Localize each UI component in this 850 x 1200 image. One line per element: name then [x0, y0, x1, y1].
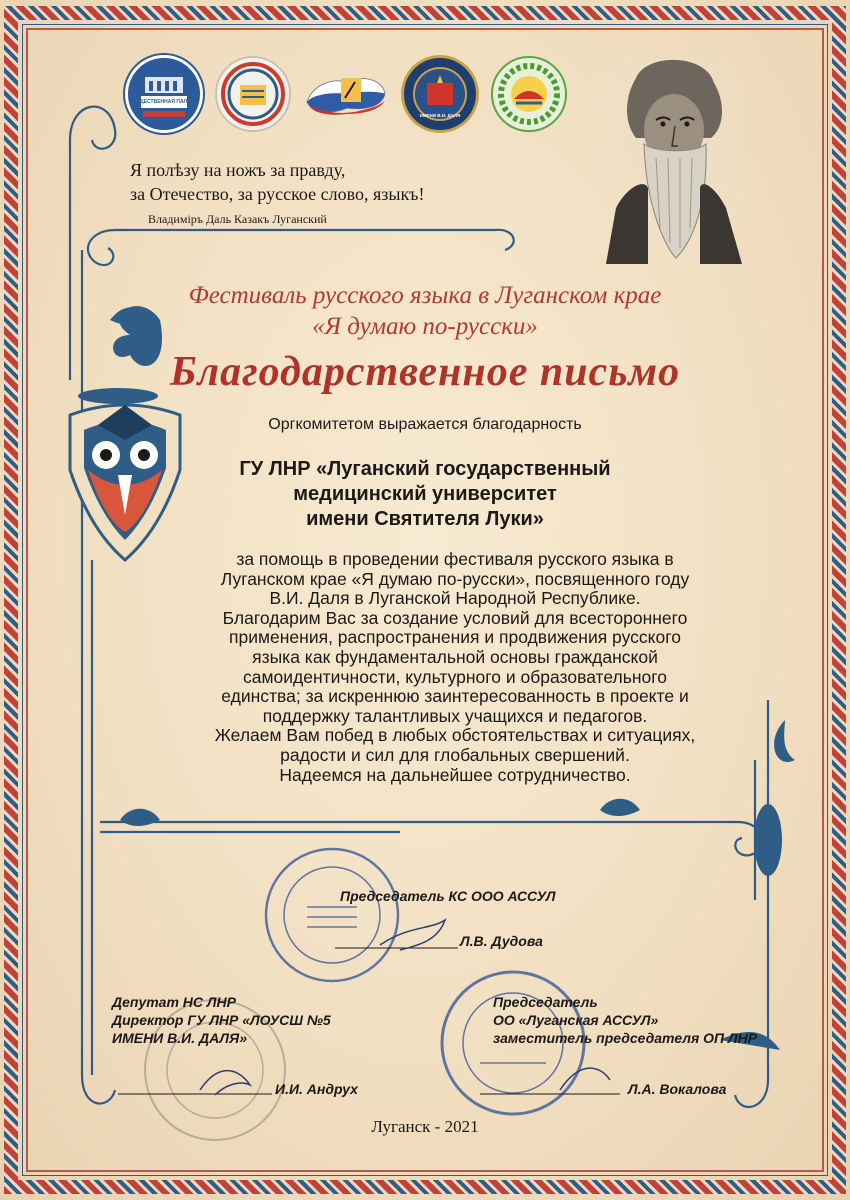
signature-left-name: И.И. Андрух: [275, 1081, 358, 1097]
body-line: за помощь в проведении фестиваля русского языка в: [236, 549, 674, 569]
signature-left-line-3: ИМЕНИ В.И. ДАЛЯ»: [112, 1030, 247, 1046]
epigraph-line-1: Я полѣзу на ножъ за правду,: [130, 160, 346, 180]
body-line: Надеемся на дальнейшее сотрудничество.: [279, 764, 631, 785]
festival-line-2: «Я думаю по-русски»: [312, 313, 538, 340]
signature-left-line-2: Директор ГУ ЛНР «ЛОУСШ №5: [112, 1012, 331, 1028]
body-line: единства; за искреннюю заинтересованность в проекте и: [221, 686, 689, 707]
signature-right-line-3: заместитель председателя ОП ЛНР: [493, 1030, 758, 1046]
recipient-line-2: медицинский университет: [293, 483, 557, 505]
signature-right-block: [493, 993, 757, 1047]
document-subtitle: Оргкомитетом выражается благодарность: [268, 416, 582, 433]
signature-left-block: [112, 993, 331, 1047]
body-line: Благодарим Вас за создание условий для всестороннего: [222, 607, 688, 628]
body-line: языка как фундаментальной основы гражданской: [252, 646, 658, 667]
body-line: Луганском крае «Я думаю по-русски», посвященного году: [220, 568, 690, 589]
recipient-line-3: имени Святителя Луки»: [306, 508, 544, 530]
recipient-line-1: ГУ ЛНР «Луганский государственный: [239, 458, 611, 480]
document-title: Благодарственное письмо: [169, 349, 681, 395]
school-dal-logo-text: ИМЕНИ В.И. ДАЛЯ: [419, 113, 461, 118]
body-line: самоидентичности, культурного и образовательного: [243, 666, 667, 687]
body-line: В.И. Даля в Луганской Народной Республике.: [269, 588, 641, 609]
festival-line-1: Фестиваль русского языка в Луганском крае: [188, 282, 662, 309]
public-chamber-logo-text: ОБЩЕСТВЕННАЯ ПАЛАТА: [131, 99, 197, 105]
epigraph-author: Владимiръ Даль Казакъ Луганский: [148, 212, 327, 226]
body-line: Желаем Вам побед в любых обстоятельствах и ситуациях,: [214, 725, 696, 746]
signature-left-line-1: Депутат НС ЛНР: [112, 994, 236, 1010]
body-line: радости и сил для глобальных свершений.: [280, 744, 630, 765]
city-year: Луганск - 2021: [371, 1117, 479, 1136]
signature-right-name: Л.А. Вокалова: [628, 1081, 727, 1097]
body-line: применения, распространения и продвижения русского: [229, 627, 681, 648]
signature-top-name: Л.В. Дудова: [460, 933, 543, 949]
signature-right-line-2: ОО «Луганская АССУЛ»: [493, 1012, 659, 1028]
body-line: поддержку талантливых учащихся и педагогов.: [262, 705, 648, 726]
signature-right-line-1: Председатель: [493, 994, 598, 1010]
signature-top-title: Председатель КС ООО АССУЛ: [340, 888, 556, 904]
epigraph-line-2: за Отечество, за русское слово, языкъ!: [130, 184, 425, 204]
